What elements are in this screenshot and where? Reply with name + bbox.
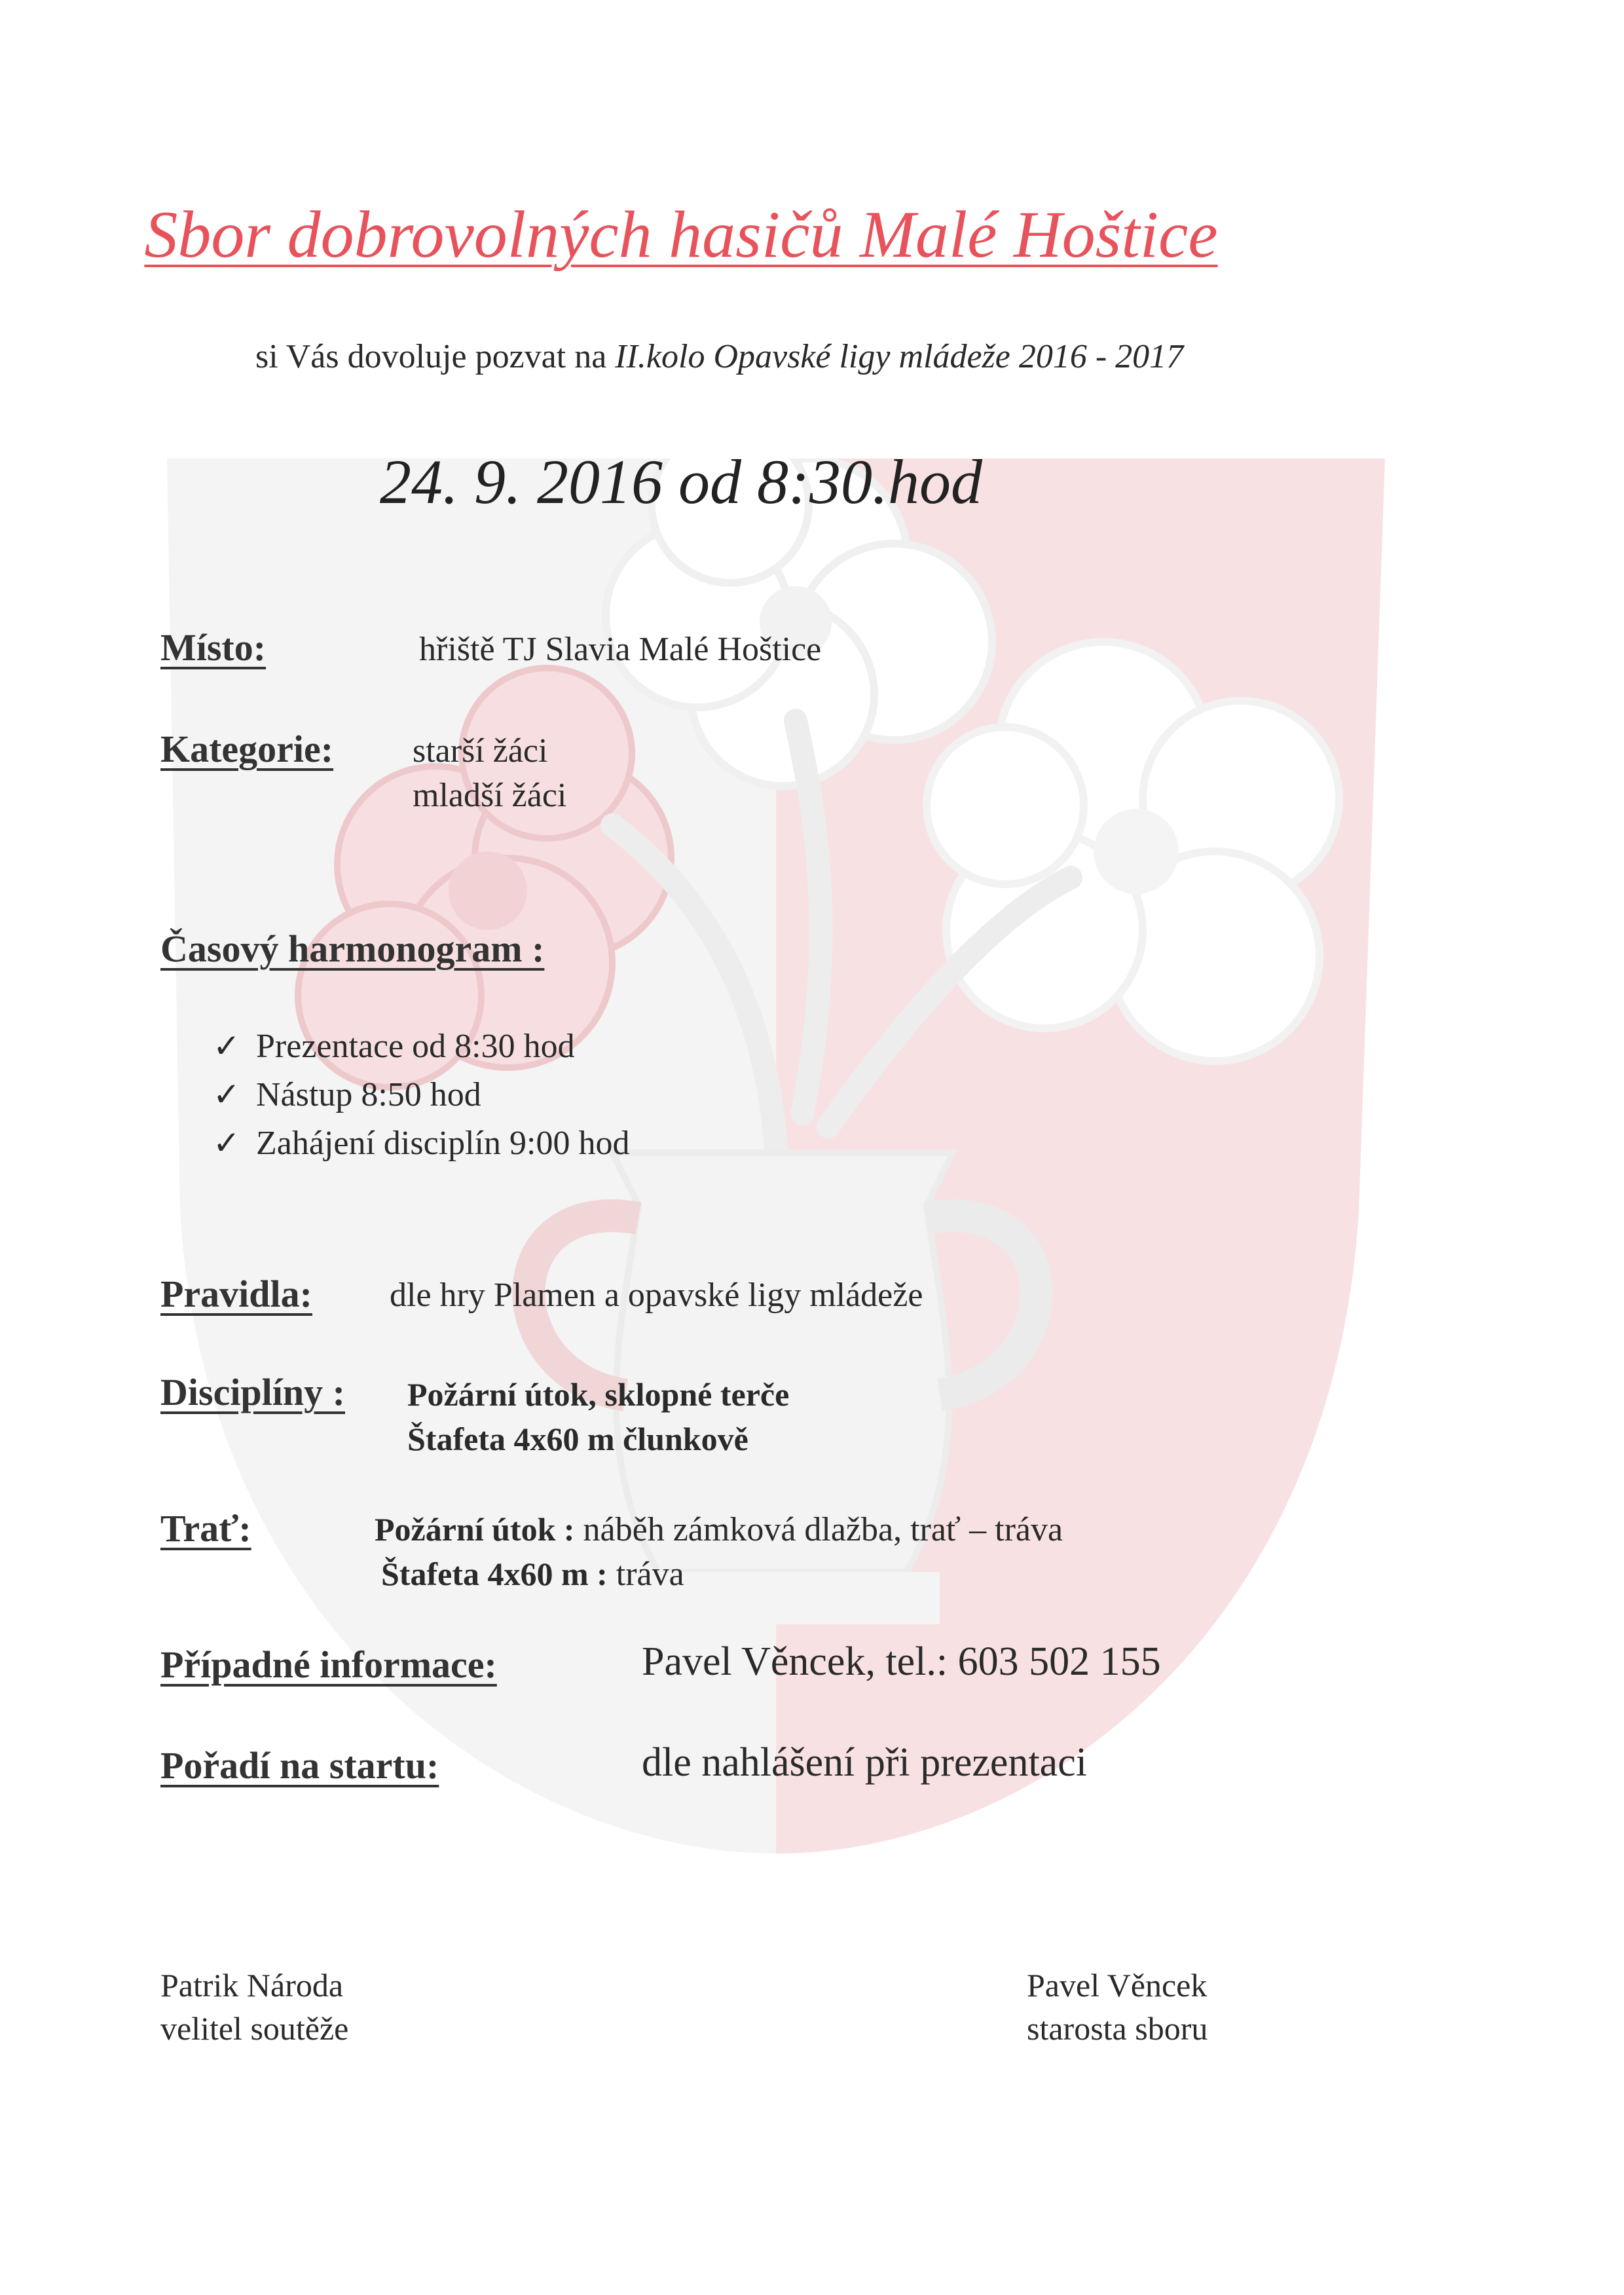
signature-right-name: Pavel Věncek — [1027, 1967, 1208, 2004]
signature-right-role: starosta sboru — [1027, 2010, 1208, 2047]
checkmark-icon: ✓ — [213, 1028, 240, 1064]
harmonogram-item-text: Zahájení disciplín 9:00 hod — [256, 1125, 630, 1162]
trat-label: Trať: — [160, 1507, 251, 1550]
misto-value: hřiště TJ Slavia Malé Hoštice — [419, 631, 822, 668]
pravidla-label: Pravidla: — [160, 1273, 312, 1315]
informace-label: Případné informace: — [160, 1643, 497, 1686]
trat-line-1 — [375, 1510, 1063, 1549]
event-name: II.kolo Opavské ligy mládeže 2016 - 2017 — [615, 338, 1184, 375]
harmonogram-item — [213, 1027, 575, 1066]
kategorie-value-2: mladší žáci — [413, 777, 567, 814]
kategorie-label: Kategorie: — [160, 728, 334, 770]
signature-left — [160, 1964, 348, 2050]
page-title: Sbor dobrovolných hasičů Malé Hoštice — [144, 198, 1218, 272]
signature-right — [1027, 1964, 1208, 2050]
poradi-label: Pořadí na startu: — [160, 1744, 439, 1787]
pravidla-value: dle hry Plamen a opavské ligy mládeže — [390, 1277, 923, 1314]
checkmark-icon: ✓ — [213, 1076, 240, 1113]
poradi-value: dle nahlášení při prezentaci — [642, 1740, 1087, 1785]
kategorie-value-1: starší žáci — [413, 732, 548, 770]
informace-value: Pavel Věncek, tel.: 603 502 155 — [642, 1639, 1161, 1684]
discipliny-label: Disciplíny : — [160, 1371, 345, 1413]
harmonogram-item — [213, 1075, 481, 1114]
harmonogram-item-text: Nástup 8:50 hod — [256, 1076, 481, 1113]
misto-label: Místo: — [160, 626, 267, 669]
signature-left-role: velitel soutěže — [160, 2010, 349, 2047]
event-date: 24. 9. 2016 od 8:30.hod — [380, 447, 982, 517]
trat-line-2-rest: tráva — [616, 1556, 684, 1593]
harmonogram-label: Časový harmonogram : — [160, 927, 545, 970]
trat-line-2 — [381, 1555, 684, 1594]
invitation-line — [255, 337, 1183, 376]
checkmark-icon: ✓ — [213, 1125, 240, 1161]
trat-line-1-rest: náběh zámková dlažba, trať – tráva — [583, 1511, 1063, 1548]
discipliny-value-1: Požární útok, sklopné terče — [407, 1376, 790, 1413]
trat-line-1-bold: Požární útok : — [375, 1511, 575, 1548]
invitation-prefix: si Vás dovoluje pozvat na — [255, 338, 607, 375]
harmonogram-item-text: Prezentace od 8:30 hod — [256, 1028, 575, 1065]
discipliny-value-2: Štafeta 4x60 m člunkově — [407, 1421, 748, 1457]
trat-line-2-bold: Štafeta 4x60 m : — [381, 1556, 608, 1592]
signature-left-name: Patrik Národa — [160, 1967, 344, 2004]
harmonogram-item — [213, 1124, 629, 1163]
